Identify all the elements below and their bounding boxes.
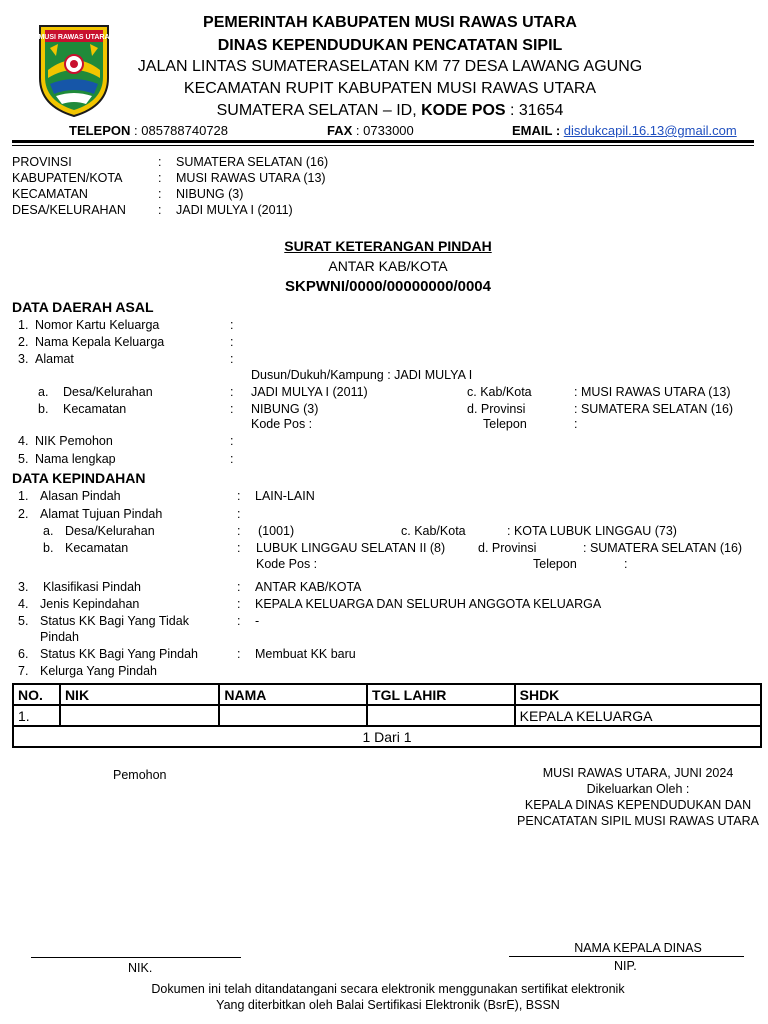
asal-a-label: Desa/Kelurahan xyxy=(63,385,153,399)
asal-b-label: Kecamatan xyxy=(63,402,127,416)
col-header-no: NO. xyxy=(13,684,60,705)
header-divider xyxy=(12,140,754,143)
header-district: KECAMATAN RUPIT KABUPATEN MUSI RAWAS UTARA xyxy=(183,80,597,97)
item-label: Nama Kepala Keluarga xyxy=(35,335,165,349)
asal-a-num: a. xyxy=(38,385,49,399)
region-sep: : xyxy=(158,187,162,201)
postcode-label: KODE POS xyxy=(421,102,506,119)
pindah-3-value: ANTAR KAB/KOTA xyxy=(255,580,362,594)
item-num: 1. xyxy=(18,318,29,332)
asal-dusun: Dusun/Dukuh/Kampung : JADI MULYA I xyxy=(251,368,473,382)
header-province: SUMATERA SELATAN – ID, xyxy=(216,102,417,119)
fax-info xyxy=(327,123,414,138)
item-sep: : xyxy=(230,434,234,448)
item-label: NIK Pemohon xyxy=(35,434,113,448)
col-header-tgl-lahir: TGL LAHIR xyxy=(367,684,515,705)
item-sep: : xyxy=(230,352,234,366)
region-label: DESA/KELURAHAN xyxy=(12,203,126,217)
col-header-nama: NAMA xyxy=(219,684,367,705)
header-address: JALAN LINTAS SUMATERASELATAN KM 77 DESA LAWANG AGUNG xyxy=(137,58,643,75)
pindah-5-num: 5. xyxy=(18,614,29,628)
issued-by: Dikeluarkan Oleh : xyxy=(586,782,690,796)
cell-nik xyxy=(60,705,219,726)
postcode-value: : 31654 xyxy=(510,102,564,119)
header-line-1: PEMERINTAH KABUPATEN MUSI RAWAS UTARA xyxy=(203,14,577,31)
asal-d-value: : SUMATERA SELATAN (16) xyxy=(574,402,734,416)
fax-value: : 0733000 xyxy=(355,123,414,138)
item-num: 4. xyxy=(18,434,29,448)
pemohon-label: Pemohon xyxy=(113,768,167,782)
asal-a-sep: : xyxy=(230,385,234,399)
pindah-5-sep: : xyxy=(237,614,241,628)
asal-b-value: NIBUNG (3) xyxy=(251,402,319,416)
telephone-info xyxy=(69,123,228,138)
pindah-1-sep: : xyxy=(237,489,241,503)
pindah-kodepos: Kode Pos : xyxy=(256,557,318,571)
pindah-4-sep: : xyxy=(237,597,241,611)
pindah-5-label: Status KK Bagi Yang Tidak xyxy=(40,614,189,628)
official-title-1: KEPALA DINAS KEPENDUDUKAN DAN xyxy=(524,798,752,812)
regency-logo xyxy=(36,22,112,118)
section-pindah-heading: DATA KEPINDAHAN xyxy=(12,470,146,486)
table-footer-row xyxy=(13,726,761,747)
pindah-4-value: KEPALA KELUARGA DAN SELURUH ANGGOTA KELUARGA xyxy=(255,597,602,611)
pindah-b-value: LUBUK LINGGAU SELATAN II (8) xyxy=(256,541,446,555)
asal-c-value: : MUSI RAWAS UTARA (13) xyxy=(574,385,731,399)
pindah-a-value: (1001) xyxy=(258,524,295,538)
place-date: MUSI RAWAS UTARA, JUNI 2024 xyxy=(542,766,734,780)
pindah-a-label: Desa/Kelurahan xyxy=(65,524,155,538)
region-label: KECAMATAN xyxy=(12,187,88,201)
region-sep: : xyxy=(158,155,162,169)
svg-text:MUSI RAWAS UTARA: MUSI RAWAS UTARA xyxy=(38,34,110,41)
email-label: EMAIL : xyxy=(512,123,561,138)
pindah-3-num: 3. xyxy=(18,580,29,594)
region-label: KABUPATEN/KOTA xyxy=(12,171,123,185)
cell-tgl-lahir xyxy=(367,705,515,726)
pindah-6-num: 6. xyxy=(18,647,29,661)
pindah-1-num: 1. xyxy=(18,489,29,503)
pindah-c-label: c. Kab/Kota xyxy=(401,524,466,538)
pindah-3-label: Klasifikasi Pindah xyxy=(43,580,141,594)
pindah-d-label: d. Provinsi xyxy=(478,541,537,555)
nip-label: NIP. xyxy=(614,959,637,973)
page-indicator: 1 Dari 1 xyxy=(13,726,761,747)
pindah-6-value: Membuat KK baru xyxy=(255,647,356,661)
document-subtitle: ANTAR KAB/KOTA xyxy=(328,258,448,274)
official-name: NAMA KEPALA DINAS xyxy=(574,941,702,955)
region-label: PROVINSI xyxy=(12,155,72,169)
asal-c-label: c. Kab/Kota xyxy=(467,385,532,399)
document-number: SKPWNI/0000/00000000/0004 xyxy=(285,278,491,295)
cell-nama xyxy=(219,705,367,726)
cell-no: 1. xyxy=(13,705,60,726)
fax-label: FAX xyxy=(327,123,353,138)
pindah-1-label: Alasan Pindah xyxy=(40,489,121,503)
pindah-2-num: 2. xyxy=(18,507,29,521)
telephone-value: : 085788740728 xyxy=(134,123,229,138)
region-value: SUMATERA SELATAN (16) xyxy=(176,155,329,169)
pemohon-signature-line xyxy=(31,957,241,958)
pindah-6-label: Status KK Bagi Yang Pindah xyxy=(40,647,198,661)
asal-b-sep: : xyxy=(230,402,234,416)
pindah-7-label: Kelurga Yang Pindah xyxy=(40,664,157,678)
email-link[interactable]: disdukcapil.16.13@gmail.com xyxy=(563,123,737,138)
pindah-4-num: 4. xyxy=(18,597,29,611)
region-value: NIBUNG (3) xyxy=(176,187,244,201)
pindah-2-label: Alamat Tujuan Pindah xyxy=(40,507,163,521)
pindah-a-num: a. xyxy=(43,524,54,538)
pindah-7-num: 7. xyxy=(18,664,29,678)
official-title-2: PENCATATAN SIPIL MUSI RAWAS UTARA xyxy=(517,814,759,828)
section-asal-heading: DATA DAERAH ASAL xyxy=(12,299,154,315)
footer-line-1: Dokumen ini telah ditandatangani secara elektronik menggunakan sertifikat elektronik xyxy=(151,982,625,996)
telephone-label: TELEPON xyxy=(69,123,131,138)
item-sep: : xyxy=(230,318,234,332)
asal-kodepos: Kode Pos : xyxy=(251,417,313,431)
pindah-5-label-cont: Pindah xyxy=(40,630,79,644)
asal-d-label: d. Provinsi xyxy=(467,402,526,416)
pindah-d-value: : SUMATERA SELATAN (16) xyxy=(583,541,743,555)
item-label: Nama lengkap xyxy=(35,452,116,466)
official-signature-line xyxy=(509,956,744,957)
region-value: JADI MULYA I (2011) xyxy=(176,203,293,217)
pindah-a-sep: : xyxy=(237,524,241,538)
region-sep: : xyxy=(158,203,162,217)
item-sep: : xyxy=(230,335,234,349)
table-row xyxy=(13,705,761,726)
document-title: SURAT KETERANGAN PINDAH xyxy=(284,238,492,254)
nik-label: NIK. xyxy=(128,961,153,975)
col-header-shdk: SHDK xyxy=(515,684,761,705)
asal-telepon-label: Telepon xyxy=(483,417,527,431)
pindah-1-value: LAIN-LAIN xyxy=(255,489,315,503)
item-num: 3. xyxy=(18,352,29,366)
pindah-c-value: : KOTA LUBUK LINGGAU (73) xyxy=(507,524,677,538)
family-table xyxy=(12,683,762,748)
asal-b-num: b. xyxy=(38,402,49,416)
pindah-telepon-sep: : xyxy=(624,557,628,571)
pindah-6-sep: : xyxy=(237,647,241,661)
asal-telepon-sep: : xyxy=(574,417,578,431)
item-num: 2. xyxy=(18,335,29,349)
region-value: MUSI RAWAS UTARA (13) xyxy=(176,171,326,185)
col-header-nik: NIK xyxy=(60,684,219,705)
item-label: Alamat xyxy=(35,352,74,366)
pindah-5-value: - xyxy=(255,614,260,628)
pindah-4-label: Jenis Kepindahan xyxy=(40,597,140,611)
asal-a-value: JADI MULYA I (2011) xyxy=(251,385,368,399)
item-num: 5. xyxy=(18,452,29,466)
table-header-row xyxy=(13,684,761,705)
pindah-telepon-label: Telepon xyxy=(533,557,577,571)
item-label: Nomor Kartu Keluarga xyxy=(35,318,160,332)
pindah-b-label: Kecamatan xyxy=(65,541,129,555)
header-province-postcode xyxy=(120,102,660,120)
footer-line-2: Yang diterbitkan oleh Balai Sertifikasi Elektronik (BsrE), BSSN xyxy=(216,998,560,1012)
pindah-b-sep: : xyxy=(237,541,241,555)
region-sep: : xyxy=(158,171,162,185)
pindah-3-sep: : xyxy=(237,580,241,594)
item-sep: : xyxy=(230,452,234,466)
header-divider-thin xyxy=(12,145,754,146)
header-line-2: DINAS KEPENDUDUKAN PENCATATAN SIPIL xyxy=(217,37,563,54)
pindah-b-num: b. xyxy=(43,541,54,555)
cell-shdk: KEPALA KELUARGA xyxy=(515,705,761,726)
email-info xyxy=(512,123,737,138)
pindah-2-sep: : xyxy=(237,507,241,521)
